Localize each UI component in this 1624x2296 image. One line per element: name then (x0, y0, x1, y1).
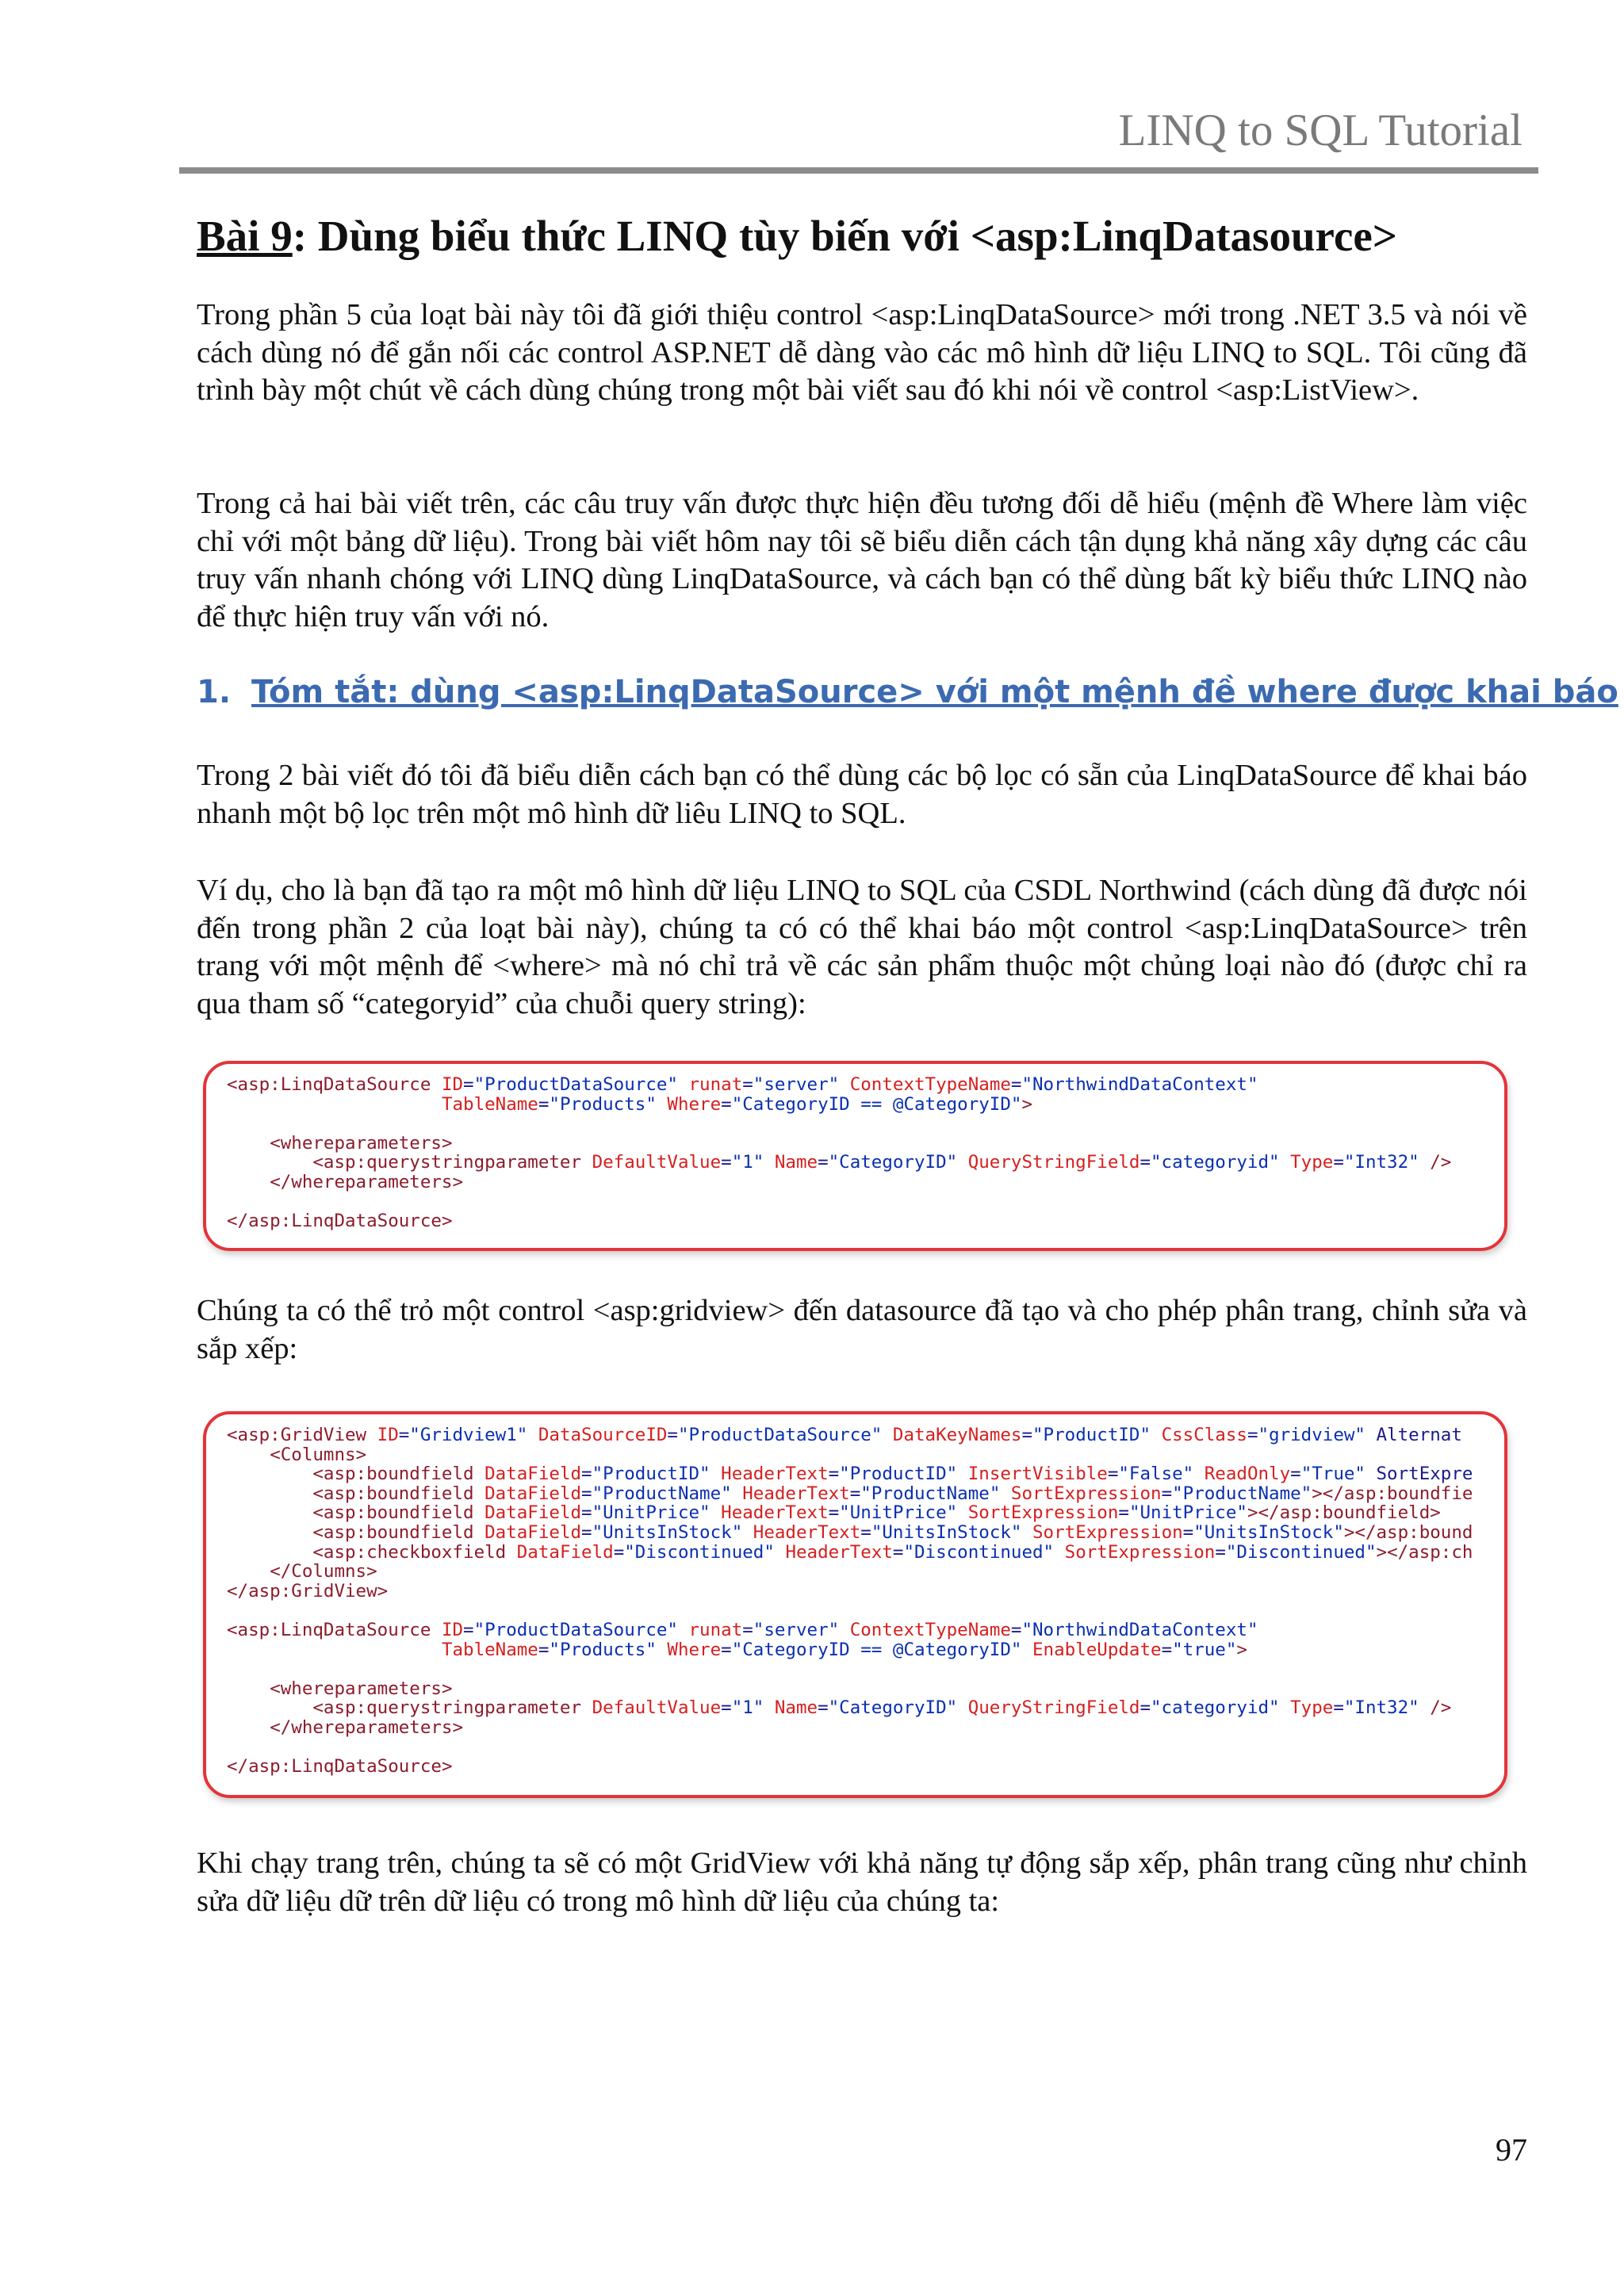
code-block-2-line: </whereparameters> (270, 1716, 464, 1738)
paragraph-filters: Trong 2 bài viết đó tôi đã biểu diễn cách bạn có thể dùng các bộ lọc có sẵn của LinqDataSource để khai báo nhanh một bộ lọc trên một mô hình dữ liêu LINQ to SQL. (197, 759, 1527, 830)
code-block-1-line: </asp:LinqDataSource> (227, 1211, 453, 1232)
paragraph-intro: Trong phần 5 của loạt bài này tôi đã giới thiệu control <asp:LinqDataSource> mới trong .NET 3.5 và nói về cách dùng nó để gắn nối các control ASP.NET dễ dàng vào các mô hình dữ liệu LINQ to SQL. Tôi cũng đã trình bày một chút về cách dùng chúng trong một bài viết sau đó khi nói về control <asp:ListView>. (197, 298, 1527, 407)
header-divider (179, 167, 1538, 174)
code-block-2-line: <asp:boundfield DataField="ProductName" HeaderText="ProductName" SortExpression="ProductName"></asp:boundfie (312, 1483, 1473, 1504)
code-block-2-line: <asp:checkboxfield DataField="Discontinued" HeaderText="Discontinued" SortExpression="Discontinued"></asp:ch (312, 1541, 1473, 1563)
code-block-1-lines (227, 1075, 1504, 1231)
code-block-1-line: <whereparameters> (270, 1132, 453, 1154)
code-block-2-line: <asp:boundfield DataField="ProductID" HeaderText="ProductID" InsertVisible="False" ReadOnly="True" SortExpre (312, 1464, 1473, 1485)
code-block-2-line: <asp:LinqDataSource ID="ProductDataSource" runat="server" ContextTypeName="NorthwindDataContext" (227, 1619, 1258, 1640)
code-block-gridview (203, 1411, 1507, 1798)
section-number: 1. (197, 674, 232, 710)
section-title: Tóm tắt: dùng <asp:LinqDataSource> với một mệnh đề where được khai báo (251, 674, 1618, 710)
page-number: 97 (1496, 2132, 1527, 2168)
code-block-2-line: <asp:boundfield DataField="UnitsInStock" HeaderText="UnitsInStock" SortExpression="UnitsInStock"></asp:bound (312, 1521, 1473, 1543)
code-block-2-line: <Columns> (270, 1444, 367, 1465)
code-block-1-line: <asp:LinqDataSource ID="ProductDataSource" runat="server" ContextTypeName="NorthwindDataContext" (227, 1074, 1258, 1095)
code-block-2-line (227, 1659, 1504, 1679)
code-block-2-line: TableName="Products" Where="CategoryID == @CategoryID" EnableUpdate="true"> (441, 1639, 1247, 1660)
section-heading (197, 674, 1618, 710)
lesson-number: Bài 9 (197, 212, 293, 260)
code-block-linqdatasource (203, 1061, 1507, 1251)
code-block-2-line (227, 1738, 1504, 1758)
code-block-2-line: </asp:LinqDataSource> (227, 1756, 453, 1777)
code-block-1-line (227, 1192, 1504, 1212)
lesson-title-text: : Dùng biểu thức LINQ tùy biến với <asp:LinqDatasource> (292, 212, 1398, 260)
code-block-1-line (227, 1114, 1504, 1134)
lesson-title (197, 208, 1527, 265)
code-block-2-line: </asp:GridView> (227, 1580, 389, 1601)
code-block-1-line: </whereparameters> (270, 1171, 464, 1192)
code-block-2-line: <asp:querystringparameter DefaultValue="1" Name="CategoryID" QueryStringField="categoryid" Type="Int32" /> (312, 1697, 1452, 1719)
code-block-2-line: <whereparameters> (270, 1678, 453, 1699)
code-block-2-line: <asp:GridView ID="Gridview1" DataSourceID="ProductDataSource" DataKeyNames="ProductID" CssClass="gridview" Alternat (227, 1425, 1462, 1445)
paragraph-result: Khi chạy trang trên, chúng ta sẽ có một GridView với khả năng tự động sắp xếp, phân trang cũng như chỉnh sửa dữ liệu dữ trên dữ liệu có trong mô hình dữ liệu của chúng ta: (197, 1846, 1527, 1918)
code-block-2-line: </Columns> (270, 1561, 377, 1582)
code-block-1-line: <asp:querystringparameter DefaultValue="1" Name="CategoryID" QueryStringField="categoryid" Type="Int32" /> (312, 1152, 1452, 1173)
running-header-title: LINQ to SQL Tutorial (1118, 105, 1522, 155)
code-block-1-line: TableName="Products" Where="CategoryID == @CategoryID"> (441, 1093, 1032, 1115)
code-block-2-lines (227, 1425, 1504, 1777)
code-block-2-line: <asp:boundfield DataField="UnitPrice" HeaderText="UnitPrice" SortExpression="UnitPrice"></asp:boundfield> (312, 1502, 1441, 1524)
paragraph-context: Trong cả hai bài viết trên, các câu truy vấn được thực hiện đều tương đối dễ hiểu (mệnh đề Where làm việc chỉ với một bảng dữ liệu). Trong bài viết hôm nay tôi sẽ biểu diễn cách tận dụng khả năng xây dựng các câu truy vấn nhanh chóng với LINQ dùng LinqDataSource, và cách bạn có thể dùng bất kỳ biểu thức LINQ nào để thực hiện truy vấn với nó. (197, 487, 1527, 633)
paragraph-example: Ví dụ, cho là bạn đã tạo ra một mô hình dữ liệu LINQ to SQL của CSDL Northwind (cách dùng đã được nói đến trong phần 2 của loạt bài này), chúng ta có có thể khai báo một control <asp:LinqDataSource> trên trang với một mệnh để <where> mà nó chỉ trả về các sản phẩm thuộc một chủng loại nào đó (được chỉ ra qua tham số “categoryid” của chuỗi query string): (197, 874, 1527, 1020)
code-block-2-line (227, 1601, 1504, 1621)
paragraph-gridview: Chúng ta có thể trỏ một control <asp:gridview> đến datasource đã tạo và cho phép phân trang, chỉnh sửa và sắp xếp: (197, 1294, 1527, 1365)
